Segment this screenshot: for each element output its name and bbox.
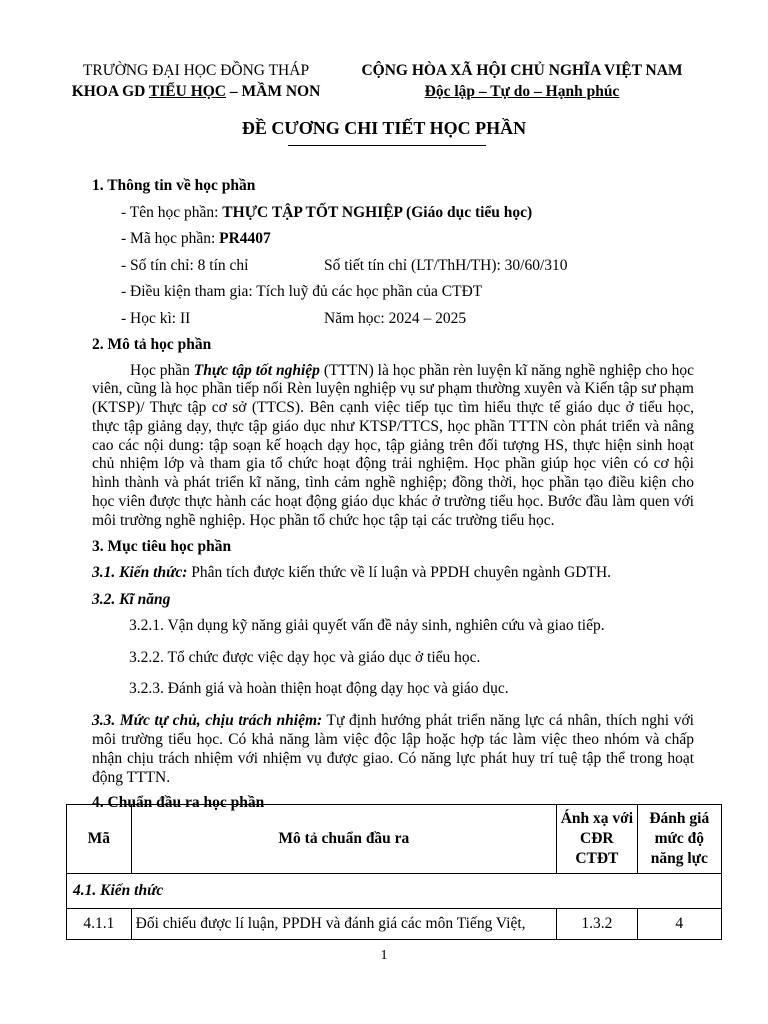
group-knowledge: 4.1. Kiến thức	[67, 874, 722, 909]
header-code: Mã	[67, 805, 132, 874]
skills-label: 3.2. Kĩ năng	[92, 590, 171, 608]
autonomy-text: Tự định hướng phát triển năng lực cá nhân, thích nghi với môi trường tiểu học. Có khả năng làm việc độc lập hoặc hợp tác làm việc theo nhóm và chấp nhận chịu trách nhiệm với nhiệm vụ được giao. Có năng lực phát huy trí tuệ tập thể trong hoạt động TTTN.	[92, 711, 694, 786]
autonomy-objective	[92, 711, 694, 787]
motto: Độc lập – Tự do – Hạnh phúc	[424, 83, 620, 100]
course-name-value: THỰC TẬP TỐT NGHIỆP (Giáo dục tiểu học)	[222, 203, 533, 221]
credits-row	[92, 256, 694, 277]
description-course-name: Thực tập tốt nghiệp	[193, 361, 320, 379]
country-name: CỘNG HÒA XÃ HỘI CHỦ NGHĨA VIỆT NAM	[361, 62, 683, 79]
faculty-name-part1: KHOA GD	[71, 83, 149, 100]
document-title: ĐỀ CƯƠNG CHI TIẾT HỌC PHẦN	[241, 118, 527, 138]
condition-row: - Điều kiện tham gia: Tích luỹ đủ các học phần của CTĐT	[121, 283, 483, 300]
university-name: TRƯỜNG ĐẠI HỌC ĐỒNG THÁP	[82, 62, 310, 79]
header-mapping: Ánh xạ với CĐR CTĐT	[557, 805, 638, 874]
learning-outcomes-table	[66, 804, 722, 940]
autonomy-label: 3.3. Mức tự chủ, chịu trách nhiệm:	[92, 711, 323, 729]
description-start: Học phần	[130, 361, 194, 379]
header-competency: Đánh giá mức độ năng lực	[637, 805, 721, 874]
course-name-row	[92, 203, 694, 224]
institution-block	[62, 60, 330, 102]
outcome-code: 4.1.1	[67, 909, 132, 940]
header-description: Mô tả chuẩn đầu ra	[131, 805, 556, 874]
knowledge-label: 3.1. Kiến thức:	[92, 564, 188, 582]
skill-item: 3.2.2. Tổ chức được việc dạy học và giáo dục ở tiểu học.	[129, 648, 481, 666]
outcome-competency: 4	[637, 909, 721, 940]
document-body	[92, 176, 694, 819]
national-motto-block	[352, 60, 692, 102]
description-text: (TTTN) là học phần rèn luyện kĩ năng nghề nghiệp cho học viên, cũng là học phần tiếp nối Rèn luyện nghiệp vụ sư phạm thường xuyên và Kiến tập sư phạm (KTSP)/ Thực tập cơ sở (TTCS). Bên cạnh việc tiếp tục tìm hiểu thực tế giáo dục ở tiểu học, thực tập giảng dạy, thực tập giáo dục như KTSP/TTCS, học phần TTTN còn phát triển và nâng cao các nội dung: tập soạn kế hoạch dạy học, tập giảng trên đối tượng HS, thực hiện sinh hoạt chủ nhiệm lớp và tham gia tổ chức hoạt động trải nghiệm. Học phần giúp học viên có cơ hội hình thành và phát triển kĩ năng, tình cảm nghề nghiệp; đồng thời, học phần tạo điều kiện cho học viên được thực hành các hoạt động giáo dục khác ở trường tiểu học. Bước đầu làm quen với môi trường nghề nghiệp. Học phần tổ chức học tập tại các trường tiểu học.	[92, 361, 695, 529]
course-code-row	[92, 229, 694, 250]
skills-heading	[92, 590, 694, 611]
faculty-name-part3: – MẦM NON	[226, 83, 321, 100]
year-text: Năm học: 2024 – 2025	[324, 309, 467, 327]
semester-row	[92, 309, 694, 330]
semester-text: - Học kì: II	[121, 309, 191, 327]
section-2-heading: 2. Mô tả học phần	[92, 336, 212, 353]
skill-item: 3.2.1. Vận dụng kỹ năng giải quyết vấn đề nảy sinh, nghiên cứu và giao tiếp.	[129, 617, 605, 635]
table-group-row	[67, 874, 722, 909]
table-row	[67, 909, 722, 940]
course-description	[92, 362, 694, 531]
knowledge-objective	[92, 563, 694, 584]
section-4-heading: 4. Chuẩn đầu ra học phần	[92, 793, 265, 811]
course-code-value: PR4407	[219, 230, 271, 247]
periods-text: Số tiết tín chỉ (LT/ThH/TH): 30/60/310	[324, 256, 568, 274]
course-code-label: - Mã học phần:	[121, 230, 220, 247]
credits-text: - Số tín chỉ: 8 tín chỉ	[121, 256, 249, 274]
faculty-name-part2: TIỂU HỌC	[148, 83, 227, 100]
knowledge-text: Phân tích được kiến thức về lí luận và PPDH chuyên ngành GDTH.	[187, 564, 612, 582]
faculty-name	[62, 81, 330, 102]
outcome-mapping: 1.3.2	[557, 909, 638, 940]
section-3-heading: 3. Mục tiêu học phần	[92, 537, 232, 555]
table-header-row	[67, 805, 722, 874]
title-underline	[288, 145, 486, 146]
section-1-heading: 1. Thông tin về học phần	[92, 177, 256, 194]
skill-item: 3.2.3. Đánh giá và hoàn thiện hoạt động dạy học và giáo dục.	[129, 680, 509, 698]
outcome-description: Đối chiếu được lí luận, PPDH và đánh giá các môn Tiếng Việt,	[131, 909, 556, 940]
page-number: 1	[380, 948, 388, 963]
course-name-label: - Tên học phần:	[121, 203, 223, 221]
